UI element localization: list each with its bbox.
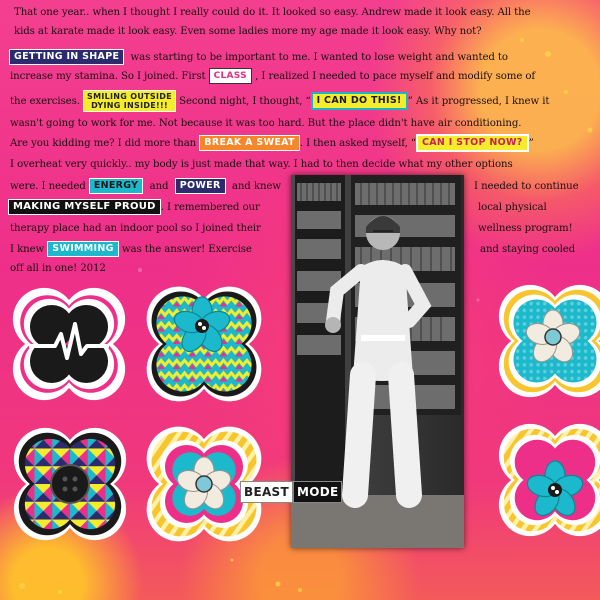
energy-tag: ENERGY [89, 178, 144, 194]
mode-tag: MODE [293, 481, 343, 503]
journal-line-10-right: local physical [478, 202, 547, 213]
journal-line-9 [10, 177, 281, 196]
journal-line-6: wasn't going to work for me. Not because it was too hard. But the place didn't have air conditioning. [10, 118, 522, 129]
journal-line-9-knew: and knew [231, 181, 281, 192]
journal-line-5-mid: Second night, I thought, “ [179, 96, 311, 107]
can-i-stop-now-tag: CAN I STOP NOW? [416, 134, 529, 152]
journal-line-12-after: was the answer! Exercise [121, 244, 252, 255]
chevron-flower-frame [140, 283, 268, 405]
smiling-line1: SMILING OUTSIDE [87, 92, 172, 101]
journal-line-12-pre: I knew [10, 244, 45, 255]
journal-line-7-after: ” [528, 138, 534, 149]
swimming-tag: SWIMMING [47, 241, 118, 257]
journal-line-3 [9, 48, 508, 67]
journal-line-12-right: and staying cooled [480, 244, 576, 255]
journal-line-4-after: , I realized I needed to pace myself and modify some of [255, 71, 536, 82]
journal-line-5 [10, 90, 549, 112]
journal-line-1: That one year.. when I thought I really could do it. It looked so easy. Andrew made it look easy. All the [14, 7, 531, 18]
journal-line-4 [10, 67, 535, 86]
journal-line-4-text: increase my stamina. So I joined. First [10, 71, 206, 82]
journal-line-7 [10, 134, 534, 153]
journal-line-10 [8, 198, 260, 217]
journal-line-12 [10, 240, 252, 259]
class-tag: CLASS [209, 68, 252, 84]
journal-line-13: off all in one! 2012 [10, 263, 106, 274]
journal-line-9-pre: were. I needed [10, 181, 86, 192]
journal-line-8: I overheat very quickly.. my body is just made that way. I had to then decide what my other options [10, 159, 513, 170]
journal-line-5-pre: the exercises. [10, 96, 80, 107]
journal-line-11-right: wellness program! [478, 223, 573, 234]
journal-line-9-and: and [149, 181, 169, 192]
journal-line-2: kids at karate made it look easy. Even some ladies more my age made it look easy. Why not? [14, 26, 482, 37]
smiling-line2: DYING INSIDE!!! [91, 101, 168, 110]
journal-line-7-pre: Are you kidding me? I did more than [10, 138, 197, 149]
break-a-sweat-tag: BREAK A SWEAT [199, 135, 300, 151]
journal-line-10-after: . I remembered our [160, 202, 260, 213]
smiling-outside-tag [83, 90, 176, 112]
journal-line-7-mid: . I then asked myself, “ [299, 138, 416, 149]
yellow-flower-frame [494, 415, 600, 545]
beast-mode-label [240, 481, 342, 503]
getting-in-shape-tag: GETTING IN SHAPE [9, 49, 124, 65]
black-button [51, 465, 89, 503]
journal-line-9-right: I needed to continue [474, 181, 579, 192]
journal-line-3-text: was starting to be important to me. I wanted to lose weight and wanted to [130, 52, 508, 63]
dotted-flower-frame [494, 278, 600, 404]
making-myself-proud-tag: MAKING MYSELF PROUD [8, 199, 161, 215]
journal-line-5-after: ” As it progressed, I knew it [407, 96, 550, 107]
journal-line-11: therapy place had an indoor pool so I joined their [10, 223, 261, 234]
power-tag: POWER [175, 178, 226, 194]
heartbeat-frame [8, 283, 130, 405]
geo-button-frame [8, 420, 132, 548]
beast-tag: BEAST [240, 481, 293, 503]
i-can-do-this-tag: I CAN DO THIS! [311, 92, 408, 110]
